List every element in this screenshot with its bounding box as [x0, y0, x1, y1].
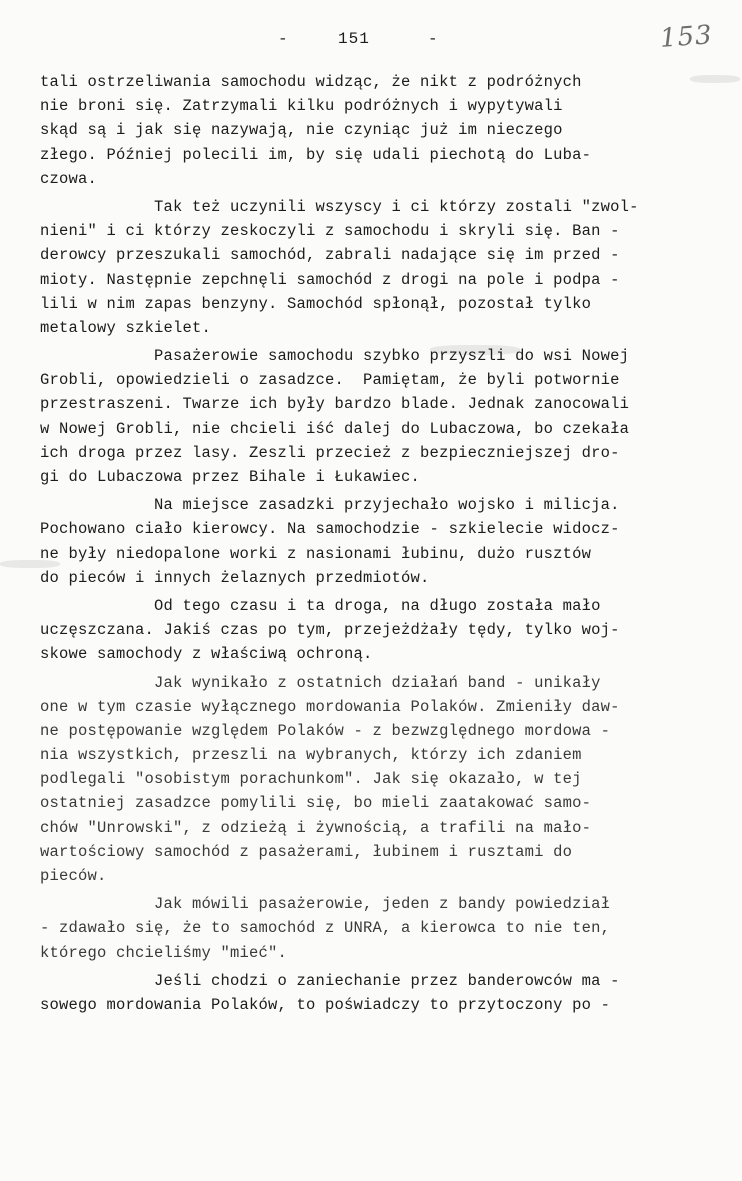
text-line: nieni" i ci którzy zeskoczyli z samochodu i skryli się. Ban -: [40, 222, 620, 241]
header-dash-left: -: [278, 30, 288, 48]
text-line: nie broni się. Zatrzymali kilku podróżnych i wypytywali: [40, 97, 563, 116]
document-body: [40, 70, 730, 1017]
text-line: skąd są i jak się nazywają, nie czyniąc już im nieczego: [40, 121, 563, 140]
paragraph: [40, 594, 730, 667]
text-line: nia wszystkich, przeszli na wybranych, którzy ich zdaniem: [40, 746, 582, 765]
page-number: 151: [338, 30, 370, 48]
text-line: Jeśli chodzi o zaniechanie przez banderowców ma -: [40, 971, 620, 990]
text-line: Tak też uczynili wszyscy i ci którzy zostali "zwol-: [40, 197, 639, 216]
paragraph: [40, 195, 730, 340]
text-line: którego chcieliśmy "mieć".: [40, 943, 288, 962]
text-line: metalowy szkielet.: [40, 318, 212, 337]
text-line: czowa.: [40, 169, 98, 188]
text-line: chów "Unrowski", z odzieżą i żywnością, a trafili na mało-: [40, 818, 592, 837]
paragraph: [40, 892, 730, 965]
text-line: ostatniej zasadzce pomylili się, bo mieli zaatakować samo-: [40, 794, 592, 813]
paragraph: [40, 493, 730, 590]
paragraph: [40, 671, 730, 889]
paragraph: [40, 70, 730, 191]
text-line: wartościowy samochód z pasażerami, łubinem i rusztami do: [40, 842, 573, 861]
text-line: Grobli, opowiedzieli o zasadzce. Pamiętam, że byli potwornie: [40, 371, 620, 390]
page-header: [0, 28, 742, 52]
text-line: tali ostrzeliwania samochodu widząc, że nikt z podróżnych: [40, 73, 582, 91]
text-line: lili w nim zapas benzyny. Samochód spłonął, pozostał tylko: [40, 294, 592, 313]
text-line: Od tego czasu i ta droga, na długo została mało: [40, 596, 601, 615]
text-line: mioty. Następnie zepchnęli samochód z drogi na pole i podpa -: [40, 270, 620, 289]
text-line: złego. Później polecili im, by się udali piechotą do Luba-: [40, 145, 592, 164]
text-line: one w tym czasie wyłącznego mordowania Polaków. Zmieniły daw-: [40, 697, 620, 716]
text-line: uczęszczana. Jakiś czas po tym, przejeżdżały tędy, tylko woj-: [40, 621, 620, 640]
text-line: przestraszeni. Twarze ich były bardzo blade. Jednak zanocowali: [40, 395, 630, 414]
text-line: Pochowano ciało kierowcy. Na samochodzie - szkielecie widocz-: [40, 520, 620, 539]
text-line: Jak wynikało z ostatnich działań band - unikały: [40, 673, 601, 692]
text-line: do pieców i innych żelaznych przedmiotów.: [40, 568, 430, 587]
paragraph: [40, 969, 730, 1017]
text-line: Pasażerowie samochodu szybko przyszli do wsi Nowej: [40, 347, 630, 366]
text-line: sowego mordowania Polaków, to poświadczy to przytoczony po -: [40, 995, 611, 1014]
text-line: gi do Lubaczowa przez Bihale i Łukawiec.: [40, 468, 421, 486]
text-line: ne były niedopalone worki z nasionami łubinu, dużo rusztów: [40, 544, 592, 563]
text-line: ne postępowanie względem Polaków - z bezwzględnego mordowa -: [40, 721, 611, 740]
handwritten-archive-number: 153: [659, 20, 714, 54]
text-line: ich droga przez lasy. Zeszli przecież z bezpieczniejszej dro-: [40, 443, 620, 462]
text-line: Na miejsce zasadzki przyjechało wojsko i milicja.: [40, 496, 620, 515]
text-line: podlegali "osobistym porachunkom". Jak się okazało, w tej: [40, 770, 582, 789]
text-line: - zdawało się, że to samochód z UNRA, a kierowca to nie ten,: [40, 919, 611, 938]
text-line: pieców.: [40, 867, 107, 885]
text-line: w Nowej Grobli, nie chcieli iść dalej do Lubaczowa, bo czekała: [40, 419, 630, 438]
text-line: skowe samochody z właściwą ochroną.: [40, 645, 373, 664]
header-dash-right: -: [428, 30, 438, 48]
text-line: Jak mówili pasażerowie, jeden z bandy powiedział: [40, 895, 611, 914]
text-line: derowcy przeszukali samochód, zabrali nadające się im przed -: [40, 246, 620, 265]
paragraph: [40, 344, 730, 489]
